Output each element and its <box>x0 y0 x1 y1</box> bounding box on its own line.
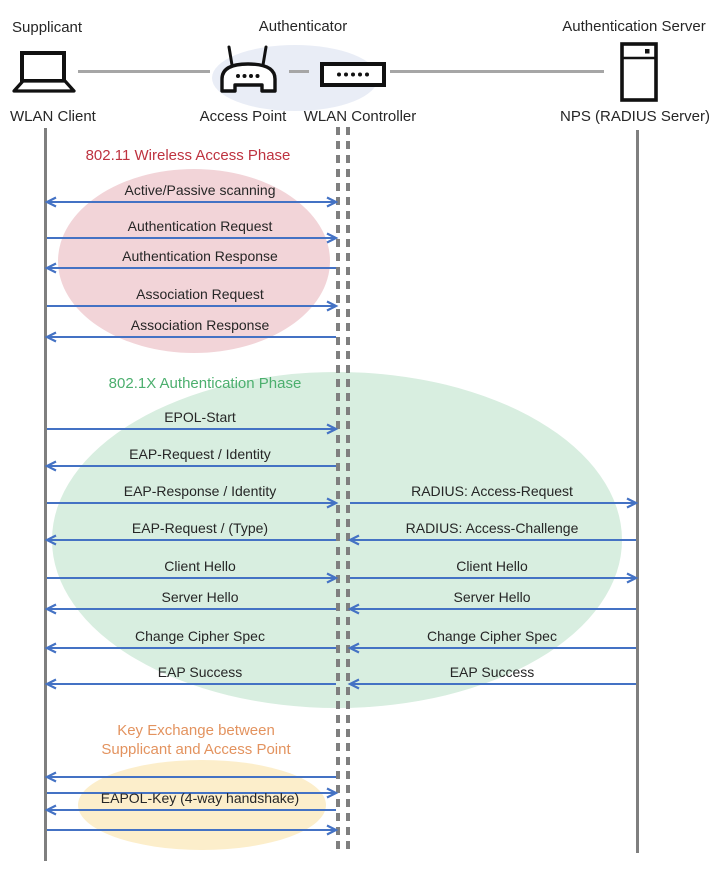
message-label: EAP Success <box>449 664 535 680</box>
phase2-title: 802.1X Authentication Phase <box>108 375 302 392</box>
message-label: EAP-Request / Identity <box>129 446 271 462</box>
wlan-controller-label: WLAN Controller <box>303 108 417 125</box>
message-label: RADIUS: Access-Request <box>411 483 573 499</box>
message-label: RADIUS: Access-Challenge <box>405 520 579 536</box>
message-label: Authentication Request <box>127 218 273 234</box>
phase1-title: 802.11 Wireless Access Phase <box>85 147 291 164</box>
message-label: Association Request <box>136 286 264 302</box>
phase3-title-line2: Supplicant and Access Point <box>101 741 291 758</box>
message-label: EAPOL-Key (4-way handshake) <box>100 790 300 806</box>
message-label: Association Response <box>130 317 270 333</box>
authenticator-role-label: Authenticator <box>258 18 348 35</box>
auth-server-role-label: Authentication Server <box>562 18 706 35</box>
message-label: EAP Success <box>157 664 243 680</box>
message-label: Client Hello <box>164 558 236 574</box>
message-label: Active/Passive scanning <box>124 182 276 198</box>
message-label: Authentication Response <box>122 248 278 264</box>
laptop-icon <box>12 50 76 94</box>
server-icon <box>620 42 658 102</box>
message-label: Server Hello <box>453 589 531 605</box>
wlc-server-connector <box>390 70 604 73</box>
message-label: EAP-Response / Identity <box>123 483 277 499</box>
access-point-label: Access Point <box>199 108 287 125</box>
phase3-title-line1: Key Exchange between <box>117 722 275 739</box>
message-label: EPOL-Start <box>164 409 236 425</box>
ap-wlc-connector-dash <box>289 70 309 73</box>
message-label: Change Cipher Spec <box>427 628 557 644</box>
message-label: Server Hello <box>161 589 239 605</box>
wlan-controller-icon <box>320 62 386 88</box>
nps-server-label: NPS (RADIUS Server) <box>559 108 711 125</box>
access-point-icon <box>218 44 280 96</box>
client-ap-connector <box>78 70 210 73</box>
client-lifeline <box>44 128 47 861</box>
message-label: Client Hello <box>456 558 528 574</box>
supplicant-role-label: Supplicant <box>12 19 83 36</box>
wlan-client-label: WLAN Client <box>10 108 96 125</box>
message-label: EAP-Request / (Type) <box>131 520 269 536</box>
message-label: Change Cipher Spec <box>135 628 265 644</box>
